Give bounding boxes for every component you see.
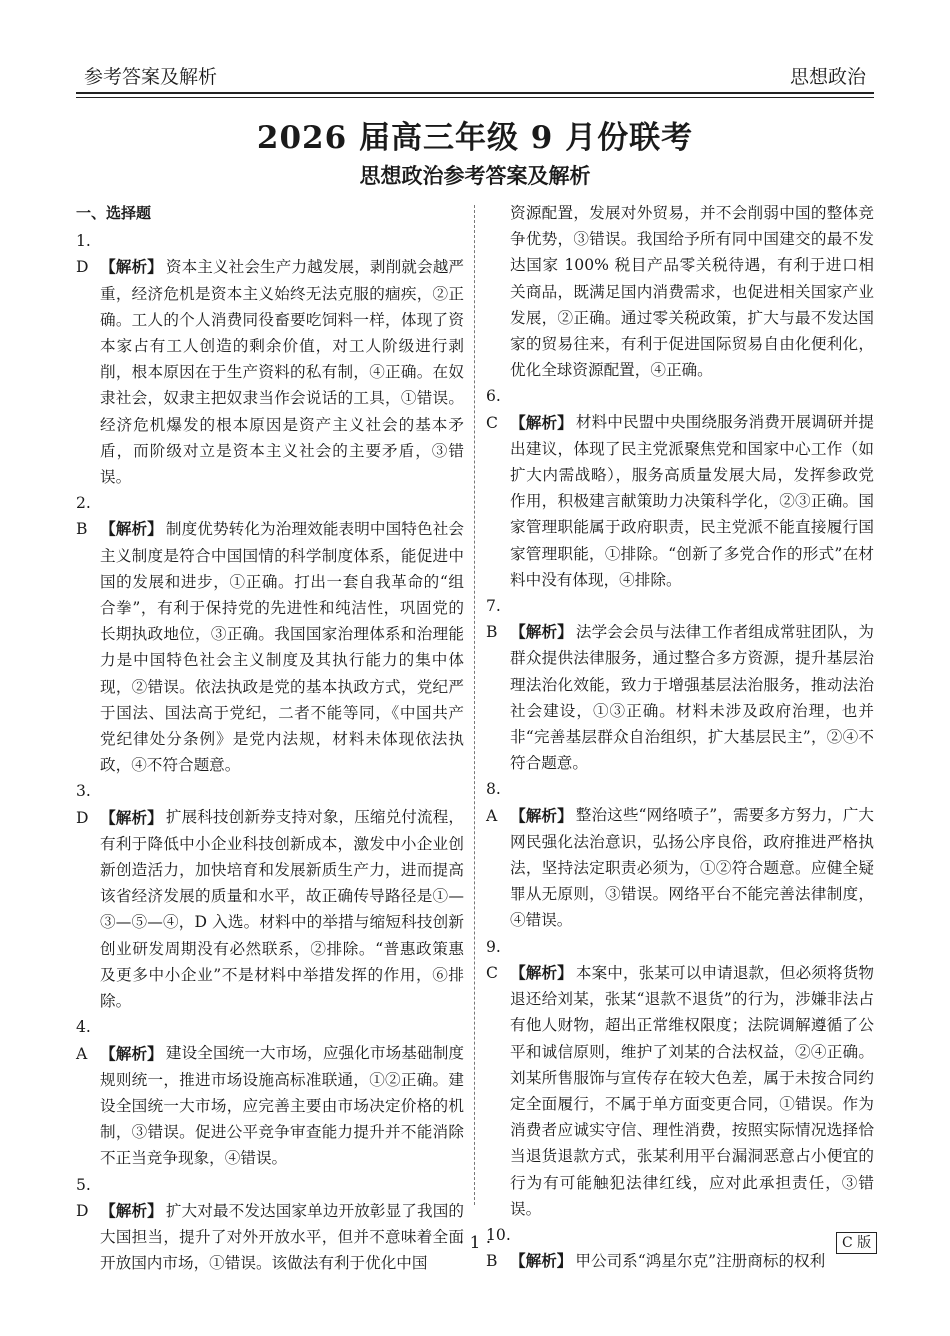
- item-number: 9. C: [486, 937, 501, 982]
- analysis-tag: 【解析】: [100, 520, 163, 539]
- item-text: 本案中，张某可以申请退款，但必须将货物退还给刘某，张某“退款不退货”的行为，涉嫌非法占有他人财物，超出正常维权限度；法院调解遵循了公平和诚信原则，维护了刘某的合法权益，②④正确。刘某所售服饰与宣传存在较大色差，属于未按合同约定全面履行，不属于单方面变更合同，①错误。作为消费者应诚实守信、理性消费，按照实际情况选择恰当退货退款方式，张某利用平台漏洞恶意占小便宜的行为有可能触犯法律红线，应对此承担责任，③错误。: [510, 963, 874, 1218]
- item-text: 材料中民盟中央围绕服务消费开展调研并提出建议，体现了民主党派聚焦党和国家中心工作（如扩大内需战略），服务高质量发展大局，发挥参政党作用，积极建言献策助力决策科学化，②③正确。国家管理职能属于政府职责，民主党派不能直接履行国家管理职能，①排除。“创新了多党合作的形式”在材料中没有体现，④排除。: [510, 413, 874, 589]
- item-text: 法学会会员与法律工作者组成常驻团队，为群众提供法律服务，通过整合多方资源，提升基层治理法治化效能，致力于增强基层法治服务，推动法治社会建设，①③正确。材料未涉及政府治理，也并非“完善基层群众自治组织，扩大基层民主”，②④不符合题意。: [510, 623, 874, 773]
- version-badge: C 版: [836, 1232, 877, 1254]
- header-rule-thin: [76, 97, 874, 98]
- analysis-tag: 【解析】: [510, 413, 573, 432]
- answer-item-1: [76, 228, 464, 490]
- answer-item-4: [76, 1014, 464, 1171]
- answer-item-5-continuation: 资源配置，发展对外贸易，并不会削弱中国的整体竞争优势，③错误。我国给予所有同中国建交的最不发达国家 100% 税目产品零关税待遇，有利于进口相关商品，既满足国内消费需求，也促进相关国家产业发展，②正确。通过零关税政策，扩大与最不发达国家的贸易往来，有利于促进国际贸易自由化便利化，优化全球资源配置，④正确。: [510, 204, 874, 380]
- item-number: 8. A: [486, 780, 501, 825]
- section-heading: 一、选择题: [76, 204, 152, 222]
- right-column: [486, 200, 874, 1274]
- analysis-tag: 【解析】: [510, 963, 573, 982]
- column-divider: [474, 205, 475, 1205]
- header-rule-thick: [76, 92, 874, 94]
- page-title: 2026 届高三年级 9 月份联考: [256, 120, 694, 156]
- item-text: 整治这些“网络喷子”，需要多方努力，广大网民强化法治意识，弘扬公序良俗，政府推进严格执法，坚持法定职责必须为，①②符合题意。应健全疑罪从无原则，③错误。网络平台不能完善法律制度，④错误。: [510, 806, 874, 930]
- answer-item-3: [76, 778, 464, 1014]
- item-text: 资本主义社会生产力越发展，剥削就会越严重，经济危机是资本主义始终无法克服的痼疾，②正确。工人的个人消费同役畜要吃饲料一样，体现了资本家占有工人创造的剩余价值，对工人阶级进行剥削，根本原因在于生产资料的私有制，④正确。在奴隶社会，奴隶主把奴隶当作会说话的工具，①错误。经济危机爆发的根本原因是资产主义社会的基本矛盾，而阶级对立是资本主义社会的主要矛盾，③错误。: [100, 258, 464, 487]
- item-number: 2. B: [76, 494, 91, 539]
- item-number: 7. B: [486, 597, 501, 642]
- item-number: 10. B: [486, 1225, 511, 1271]
- item-number: 3. D: [76, 782, 91, 827]
- item-number: 6. C: [486, 387, 501, 432]
- item-number: 1. D: [76, 232, 91, 277]
- answer-item-9: [486, 934, 874, 1222]
- item-text: 甲公司系“鸿星尔克”注册商标的权利: [575, 1252, 826, 1271]
- left-column: [76, 200, 464, 1276]
- analysis-tag: 【解析】: [100, 258, 163, 277]
- answer-item-7: [486, 593, 874, 776]
- analysis-tag: 【解析】: [100, 808, 163, 827]
- item-text: 建设全国统一大市场，应强化市场基础制度规则统一，推进市场设施高标准联通，①②正确。建设全国统一大市场，应完善主要由市场决定价格的机制，③错误。促进公平竞争审查能力提升并不能消除不正当竞争现象，④错误。: [100, 1044, 464, 1168]
- analysis-tag: 【解析】: [510, 806, 573, 825]
- header-left-label: 参考答案及解析: [84, 66, 218, 88]
- answer-item-6: [486, 383, 874, 593]
- analysis-tag: 【解析】: [510, 1252, 573, 1271]
- analysis-tag: 【解析】: [100, 1044, 163, 1063]
- item-text: 扩展科技创新券支持对象，压缩兑付流程，有利于降低中小企业科技创新成本，激发中小企业创新创造活力，加快培育和发展新质生产力，进而提高该省经济发展的质量和水平，故正确传导路径是①—③—⑤—④，D 入选。材料中的举措与缩短科技创新创业研发周期没有必然联系，②排除。“普惠政策惠及更多中小企业”不是材料中举措发挥的作用，⑥排除。: [100, 808, 464, 1011]
- item-number: 5. D: [76, 1175, 91, 1220]
- page-header: [76, 54, 874, 94]
- header-subject-label: 思想政治: [789, 66, 866, 88]
- analysis-tag: 【解析】: [100, 1201, 163, 1220]
- page-number: · 1 ·: [458, 1233, 492, 1253]
- item-number: 4. A: [76, 1018, 91, 1063]
- item-text: 扩大对最不发达国家单边开放彰显了我国的大国担当，提升了对外开放水平，但并不意味着全面开放国内市场，①错误。该做法有利于优化中国: [100, 1201, 464, 1273]
- answer-item-5: [76, 1172, 464, 1277]
- answer-item-2: [76, 490, 464, 778]
- item-text: 制度优势转化为治理效能表明中国特色社会主义制度是符合中国国情的科学制度体系，能促进中国的发展和进步，①正确。打出一套自我革命的“组合拳”，有利于保持党的先进性和纯洁性，巩固党的长期执政地位，③正确。我国国家治理体系和治理能力是中国特色社会主义制度及其执行能力的集中体现，②错误。依法执政是党的基本执政方式，党纪严于国法、国法高于党纪，二者不能等同，《中国共产党纪律处分条例》是党内法规，材料未体现依法执政，④不符合题意。: [100, 520, 464, 775]
- answer-item-8: [486, 776, 874, 933]
- analysis-tag: 【解析】: [510, 623, 573, 642]
- page-subtitle: 思想政治参考答案及解析: [359, 164, 591, 188]
